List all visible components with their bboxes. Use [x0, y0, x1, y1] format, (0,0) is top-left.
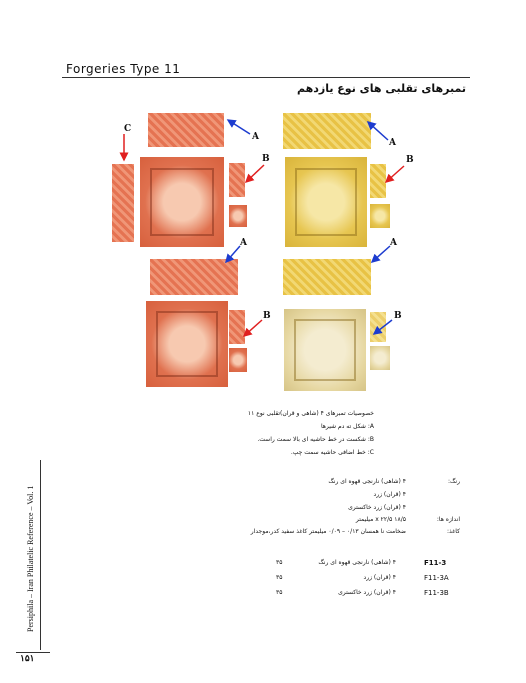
catalogue-desc: ۴ (شاهی) نارنجی قهوه ای رنگ [318, 559, 396, 566]
label-a: A [252, 132, 259, 142]
arrow-a-3 [226, 246, 240, 262]
label-c: C [124, 124, 132, 134]
catalogue-code: F11-3B [424, 589, 449, 597]
arrow-b-1 [246, 165, 264, 182]
catalogue-code: F11-3 [424, 559, 447, 567]
label-b: B [394, 311, 402, 321]
catalogue-code: F11-3A [424, 574, 449, 582]
arrow-b-3 [244, 320, 262, 336]
arrow-a-2 [368, 122, 388, 140]
page-number-rule [16, 652, 50, 653]
label-b: B [406, 155, 414, 165]
sidebar-rule [40, 460, 41, 650]
arrow-b-4 [374, 320, 392, 334]
color-value: ۴ (شاهی) نارنجی قهوه ای رنگ [328, 478, 406, 485]
color-value: ۴ (قران) زرد خاکستری [348, 504, 406, 511]
label-b: B [263, 311, 271, 321]
label-a: A [240, 238, 247, 248]
label-a: A [389, 138, 396, 148]
arrow-b-2 [386, 166, 404, 182]
catalogue-price: ۳۵ [276, 559, 283, 566]
catalogue-price: ۳۵ [276, 574, 283, 581]
catalogue-price: ۳۵ [276, 589, 283, 596]
color-value: ۴ (قران) زرد [373, 491, 406, 498]
catalogue-desc: ۴ (قران) زرد خاکستری [338, 589, 396, 596]
paper-value: ضخامت نا همسان ۰/۱۳ – ۰/۰۹ میلیمتر کاغذ سفید کدر،موجدار [250, 528, 406, 535]
page-number: ۱۵۱ [20, 654, 35, 664]
size-label: اندازه ها: [436, 516, 460, 523]
persian-section-title: تمبرهای تقلبی های نوع یازدهم [296, 82, 466, 95]
arrow-a-1 [228, 120, 250, 134]
paper-label: کاغذ: [447, 528, 460, 535]
label-a: A [390, 238, 397, 248]
label-b: B [262, 154, 270, 164]
color-label: رنگ: [448, 478, 460, 485]
characteristic-item: C: خط اضافی حاشیه سمت چپ. [290, 449, 374, 456]
sidebar-reference-text: Persiphila – Iran Philatelic Reference – Vol. 1 [26, 485, 35, 632]
page-header-title: Forgeries Type 11 [66, 62, 181, 76]
catalogue-desc: ۴ (قران) زرد [363, 574, 396, 581]
characteristic-item: B: شکست در خط حاشیه ای بالا سمت راست. [257, 436, 374, 443]
arrow-a-4 [372, 246, 390, 262]
size-value: ۱۸/۵ x ۲۲/۵ میلیمتر [355, 516, 406, 523]
characteristics-heading: خصوصیات تمبرهای ۴ (شاهی و قران)تقلبی نوع ۱۱ [247, 410, 374, 417]
characteristic-item: A: شکل ته دم شیرها [320, 423, 374, 430]
